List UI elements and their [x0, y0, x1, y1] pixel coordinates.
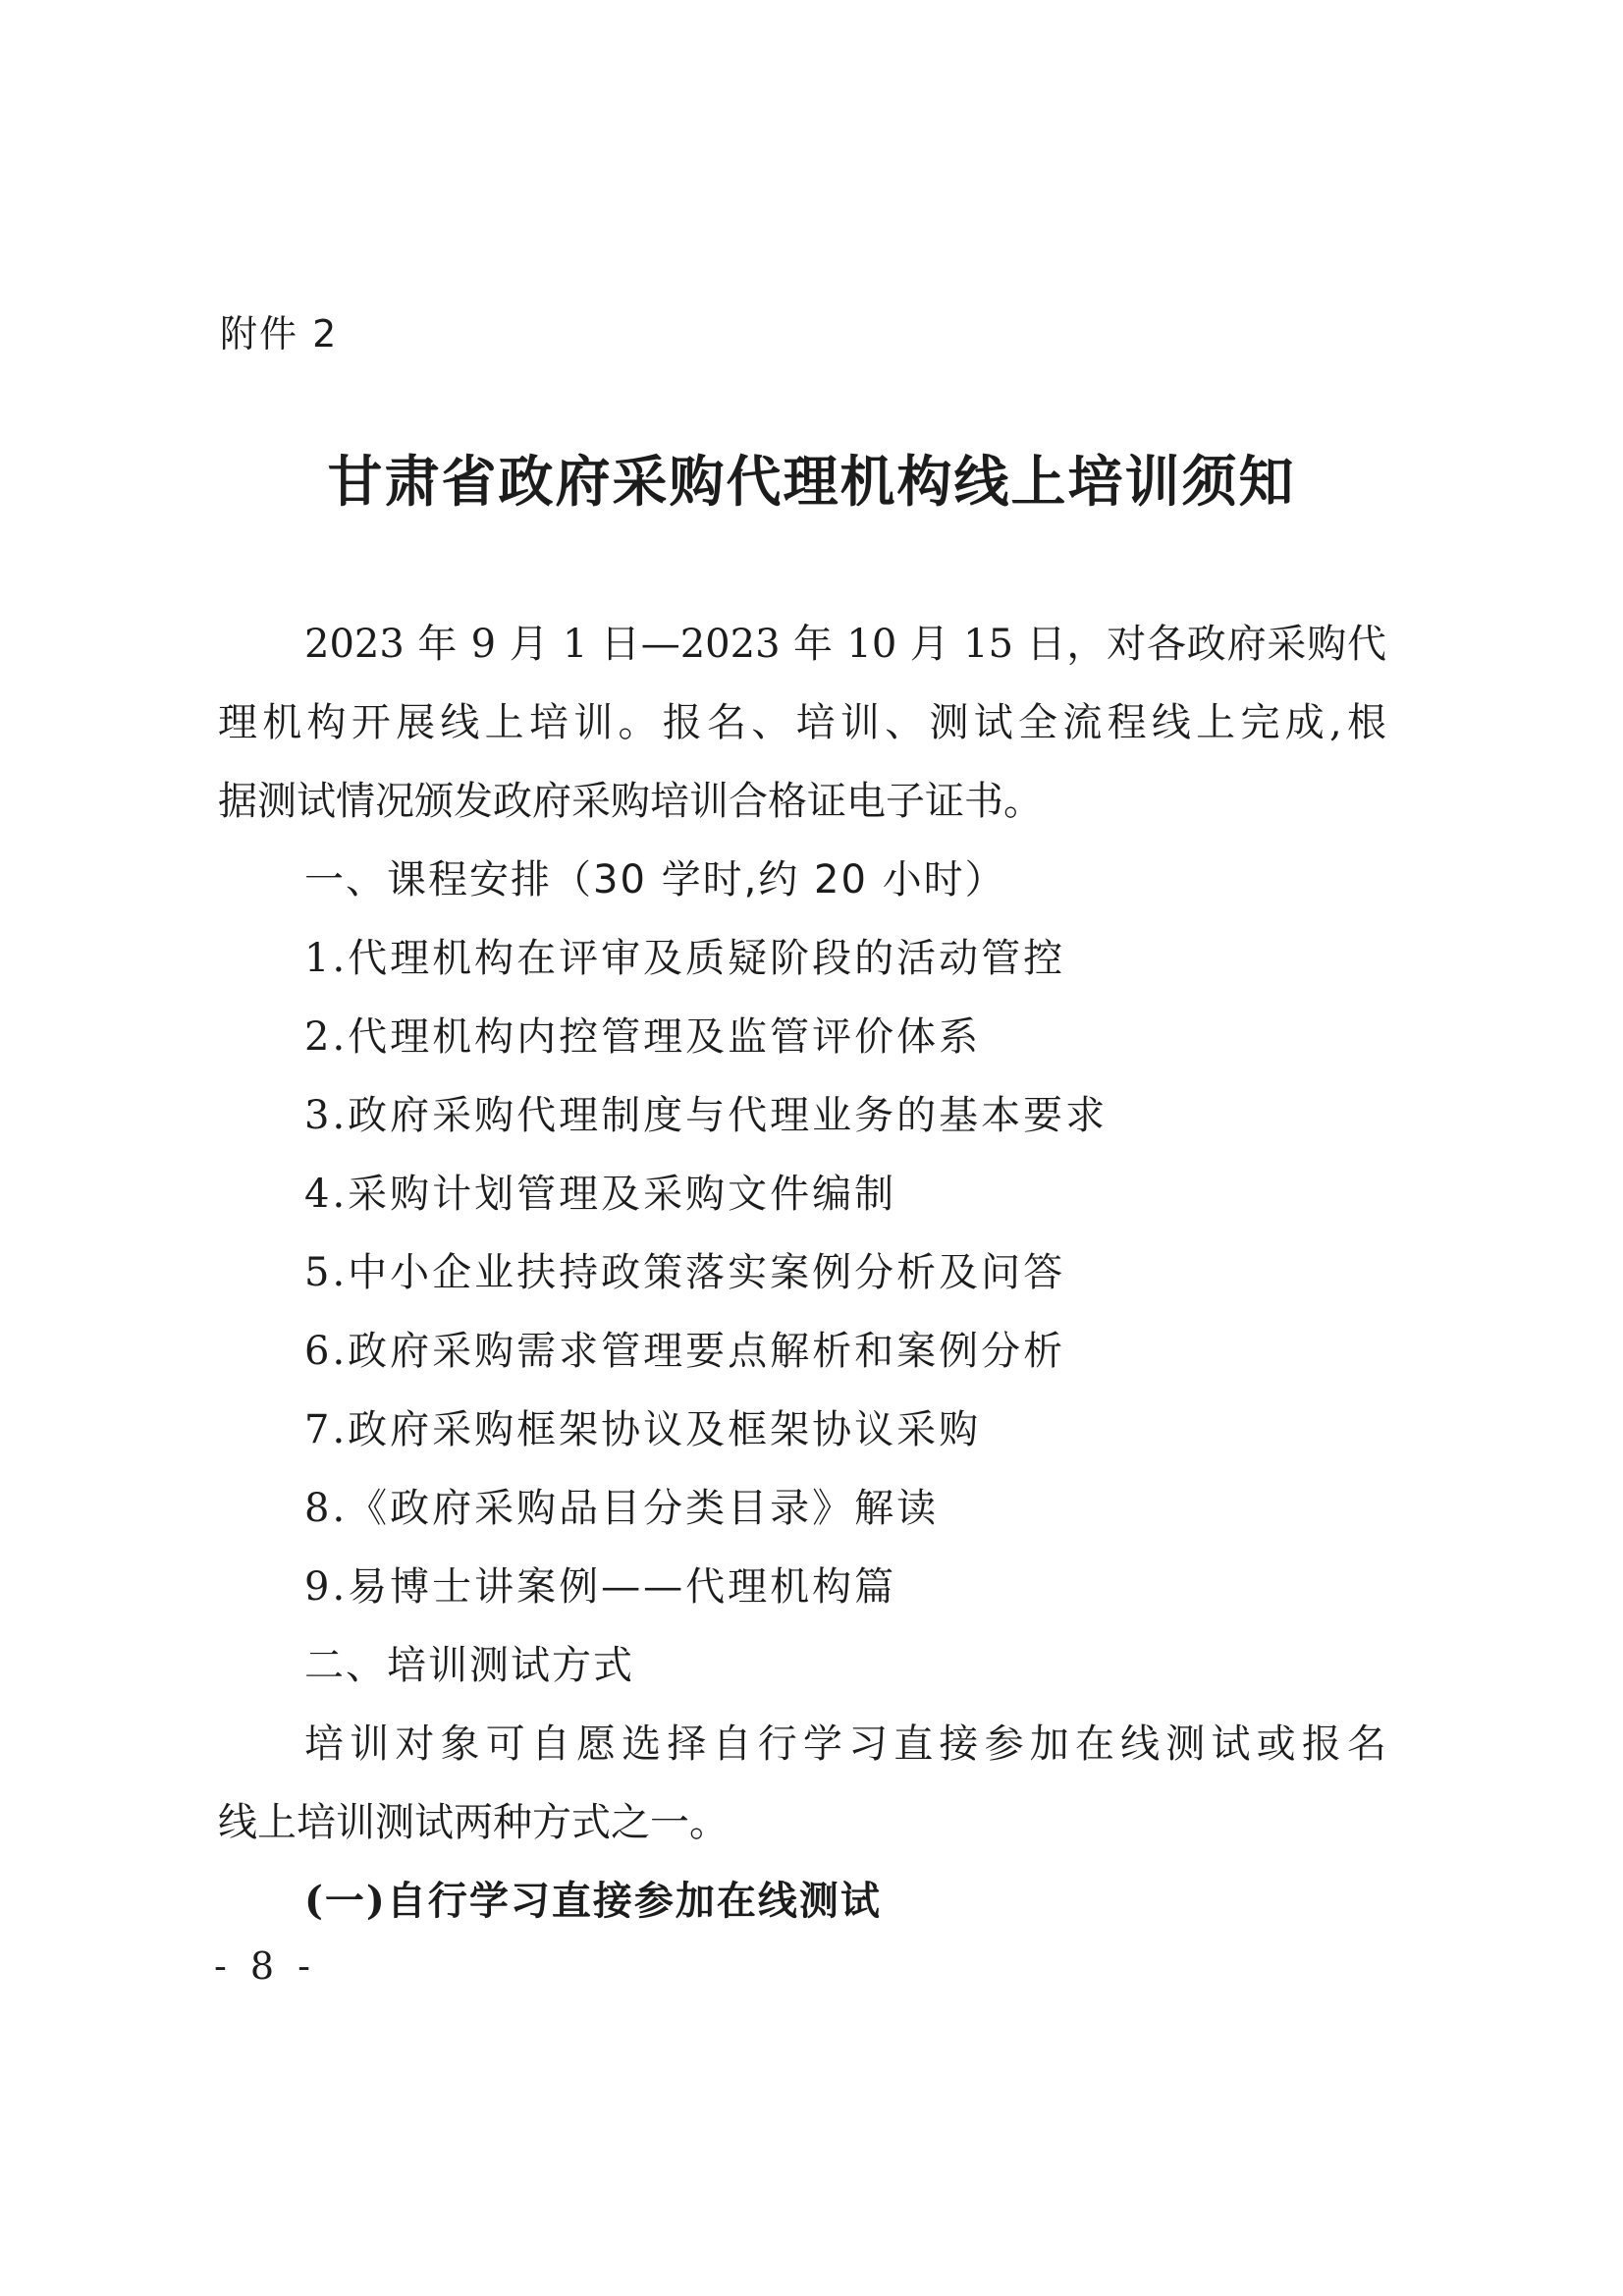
- intro-line-1: 2023 年 9 月 1 日—2023 年 10 月 15 日，对各政府采购代: [304, 622, 1386, 667]
- section-2-para-line-2: 线上培训测试两种方式之一。: [218, 1800, 729, 1845]
- document-title: 甘肃省政府采购代理机构线上培训须知: [327, 451, 1296, 515]
- section-2-subheading: (一)自行学习直接参加在线测试: [304, 1878, 882, 1924]
- course-item-5: 5.中小企业扶持政策落实案例分析及问答: [304, 1250, 1066, 1295]
- page-number: - 8 -: [214, 1944, 317, 1988]
- intro-line-2: 理机构开展线上培训。报名、培训、测试全流程线上完成,根: [218, 700, 1386, 745]
- course-item-9: 9.易博士讲案例——代理机构篇: [304, 1564, 897, 1610]
- course-item-7: 7.政府采购框架协议及框架协议采购: [304, 1407, 982, 1452]
- intro-line-3: 据测试情况颁发政府采购培训合格证电子证书。: [218, 779, 1043, 824]
- section-2-para-line-1: 培训对象可自愿选择自行学习直接参加在线测试或报名: [304, 1722, 1386, 1767]
- course-item-3: 3.政府采购代理制度与代理业务的基本要求: [304, 1093, 1109, 1138]
- course-item-8: 8.《政府采购品目分类目录》解读: [304, 1486, 940, 1531]
- attachment-label: 附件 2: [220, 312, 339, 355]
- section-2-heading: 二、培训测试方式: [304, 1643, 634, 1688]
- course-item-2: 2.代理机构内控管理及监管评价体系: [304, 1014, 982, 1060]
- course-item-1: 1.代理机构在评审及质疑阶段的活动管控: [304, 936, 1066, 981]
- section-1-heading: 一、课程安排（30 学时,约 20 小时）: [304, 857, 1006, 902]
- course-item-6: 6.政府采购需求管理要点解析和案例分析: [304, 1329, 1066, 1374]
- course-item-4: 4.采购计划管理及采购文件编制: [304, 1172, 897, 1217]
